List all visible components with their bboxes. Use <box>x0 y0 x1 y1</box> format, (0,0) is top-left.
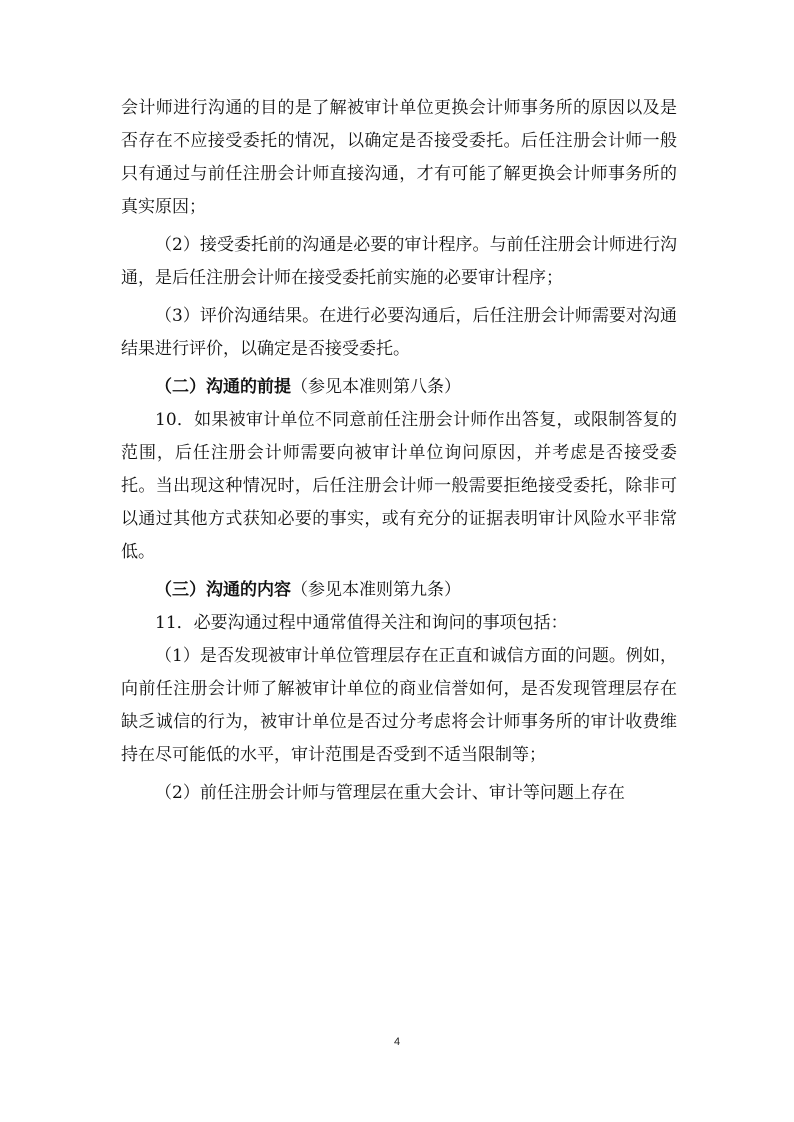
paragraph-11-item-2: （2）前任注册会计师与管理层在重大会计、审计等问题上存在 <box>155 783 625 803</box>
section-heading-3-reference: （参见本准则第九条） <box>291 580 461 600</box>
section-heading-3-title: （三）沟通的内容 <box>155 580 291 600</box>
paragraph-11: 11．必要沟通过程中通常值得关注和询问的事项包括： <box>155 613 568 633</box>
body-text <box>121 92 677 810</box>
paragraph-10: 10．如果被审计单位不同意前任注册会计师作出答复，或限制答复的范围，后任注册会计师需要向被审计单位询问原因，并考虑是否接受委托。当出现这种情况时，后任注册会计师一般需要拒绝接受委托，除非可以通过其他方式获知必要的事实，或有充分的证据表明审计风险水平非常低。 <box>121 410 677 562</box>
paragraph-item-2: （2）接受委托前的沟通是必要的审计程序。与前任注册会计师进行沟通，是后任注册会计师在接受委托前实施的必要审计程序； <box>121 235 677 288</box>
paragraph-continuation: 会计师进行沟通的目的是了解被审计单位更换会计师事务所的原因以及是否存在不应接受委托的情况，以确定是否接受委托。后任注册会计师一般只有通过与前任注册会计师直接沟通，才有可能了解更换会计师事务所的真实原因； <box>121 98 677 217</box>
paragraph-item-3: （3）评价沟通结果。在进行必要沟通后，后任注册会计师需要对沟通结果进行评价，以确定是否接受委托。 <box>121 306 677 359</box>
page-number: 4 <box>393 1036 401 1048</box>
section-heading-2-reference: （参见本准则第八条） <box>291 377 461 397</box>
section-heading-2-title: （二）沟通的前提 <box>155 377 291 397</box>
section-heading-3 <box>121 574 677 607</box>
paragraph-11-item-1: （1）是否发现被审计单位管理层存在正直和诚信方面的问题。例如，向前任注册会计师了解被审计单位的商业信誉如何，是否发现管理层存在缺乏诚信的行为，被审计单位是否过分考虑将会计师事务所的审计收费维持在尽可能低的水平，审计范围是否受到不适当限制等； <box>121 646 677 765</box>
section-heading-2 <box>121 371 677 404</box>
